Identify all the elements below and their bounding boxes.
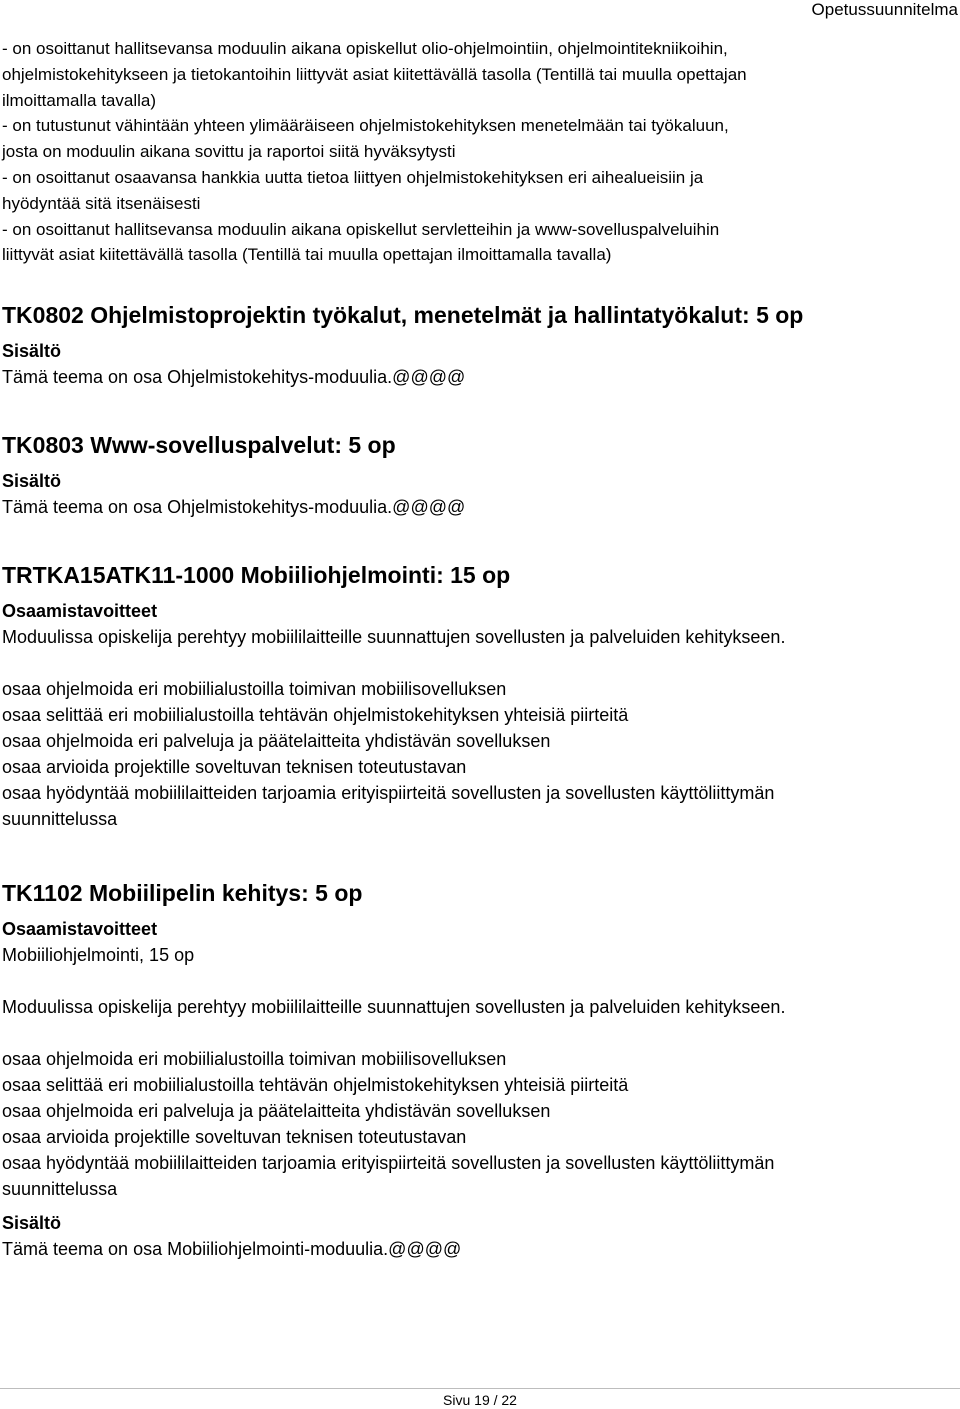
list-item: osaa hyödyntää mobiililaitteiden tarjoamia erityispiirteitä sovellusten ja sovellusten käyttöliittymän <box>2 1153 775 1174</box>
intro-line: ilmoittamalla tavalla) <box>2 90 156 110</box>
document-body <box>2 36 952 1262</box>
list-item: osaa ohjelmoida eri palveluja ja päätelaitteita yhdistävän sovelluksen <box>2 1101 551 1122</box>
list-item: osaa ohjelmoida eri mobiilialustoilla toimivan mobiilisovelluksen <box>2 1049 507 1070</box>
intro-line: liittyvät asiat kiitettävällä tasolla (Tentillä tai muulla opettajan ilmoittamalla tavalla) <box>2 245 612 265</box>
section-title: TK0803 Www-sovelluspalvelut: 5 op <box>2 432 396 459</box>
document-header-title: Opetussuunnitelma <box>811 0 958 19</box>
content-text: Tämä teema on osa Ohjelmistokehitys-moduulia.@@@@ <box>2 497 466 518</box>
list-item: suunnittelussa <box>2 809 118 830</box>
intro-line: - on osoittanut osaavansa hankkia uutta tietoa liittyen ohjelmistokehityksen eri aihealueisiin ja <box>2 167 704 187</box>
content-text: Tämä teema on osa Mobiiliohjelmointi-moduulia.@@@@ <box>2 1239 462 1260</box>
intro-line: ohjelmistokehitykseen ja tietokantoihin liittyvät asiat kiitettävällä tasolla (Tentillä tai muulla opettajan <box>2 64 747 84</box>
outcomes-intro: Moduulissa opiskelija perehtyy mobiililaitteille suunnattujen sovellusten ja palveluiden kehitykseen. <box>2 997 786 1018</box>
outcomes-intro: Moduulissa opiskelija perehtyy mobiililaitteille suunnattujen sovellusten ja palveluiden kehitykseen. <box>2 627 786 648</box>
list-item: osaa selittää eri mobiilialustoilla tehtävän ohjelmistokehityksen yhteisiä piirteitä <box>2 1075 629 1096</box>
footer-divider <box>0 1388 960 1389</box>
section-title: TRTKA15ATK11-1000 Mobiiliohjelmointi: 15 op <box>2 562 511 589</box>
list-item: osaa ohjelmoida eri palveluja ja päätelaitteita yhdistävän sovelluksen <box>2 731 551 752</box>
section-trtka15atk11 <box>2 560 952 832</box>
section-tk1102 <box>2 878 952 1262</box>
list-item: suunnittelussa <box>2 1179 118 1200</box>
list-item: osaa arvioida projektille soveltuvan teknisen toteutustavan <box>2 1127 467 1148</box>
content-heading: Sisältö <box>2 471 62 492</box>
intro-line: hyödyntää sitä itsenäisesti <box>2 193 201 213</box>
section-title: TK0802 Ohjelmistoprojektin työkalut, menetelmät ja hallintatyökalut: 5 op <box>2 302 804 329</box>
outcomes-list <box>2 1046 952 1202</box>
intro-line: - on tutustunut vähintään yhteen ylimääräiseen ohjelmistokehityksen menetelmään tai työkaluun, <box>2 116 729 136</box>
outcomes-heading: Osaamistavoitteet <box>2 919 158 940</box>
intro-line: josta on moduulin aikana sovittu ja raportoi siitä hyväksytysti <box>2 142 456 162</box>
section-tk0803 <box>2 430 952 520</box>
page-number: Sivu 19 / 22 <box>443 1392 517 1408</box>
content-heading: Sisältö <box>2 341 62 362</box>
list-item: osaa selittää eri mobiilialustoilla tehtävän ohjelmistokehityksen yhteisiä piirteitä <box>2 705 629 726</box>
list-item: osaa arvioida projektille soveltuvan teknisen toteutustavan <box>2 757 467 778</box>
outcomes-list <box>2 676 952 832</box>
intro-line: - on osoittanut hallitsevansa moduulin aikana opiskellut olio-ohjelmointiin, ohjelmointitekniikoihin, <box>2 39 728 58</box>
list-item: osaa ohjelmoida eri mobiilialustoilla toimivan mobiilisovelluksen <box>2 679 507 700</box>
intro-outcomes <box>2 36 952 268</box>
content-text: Tämä teema on osa Ohjelmistokehitys-moduulia.@@@@ <box>2 367 466 388</box>
outcomes-heading: Osaamistavoitteet <box>2 601 158 622</box>
intro-line: - on osoittanut hallitsevansa moduulin aikana opiskellut servletteihin ja www-sovelluspalveluihin <box>2 219 720 239</box>
content-heading: Sisältö <box>2 1213 62 1234</box>
list-item: osaa hyödyntää mobiililaitteiden tarjoamia erityispiirteitä sovellusten ja sovellusten käyttöliittymän <box>2 783 775 804</box>
prerequisite-text: Mobiiliohjelmointi, 15 op <box>2 945 195 966</box>
section-title: TK1102 Mobiilipelin kehitys: 5 op <box>2 880 363 907</box>
section-tk0802 <box>2 300 952 390</box>
